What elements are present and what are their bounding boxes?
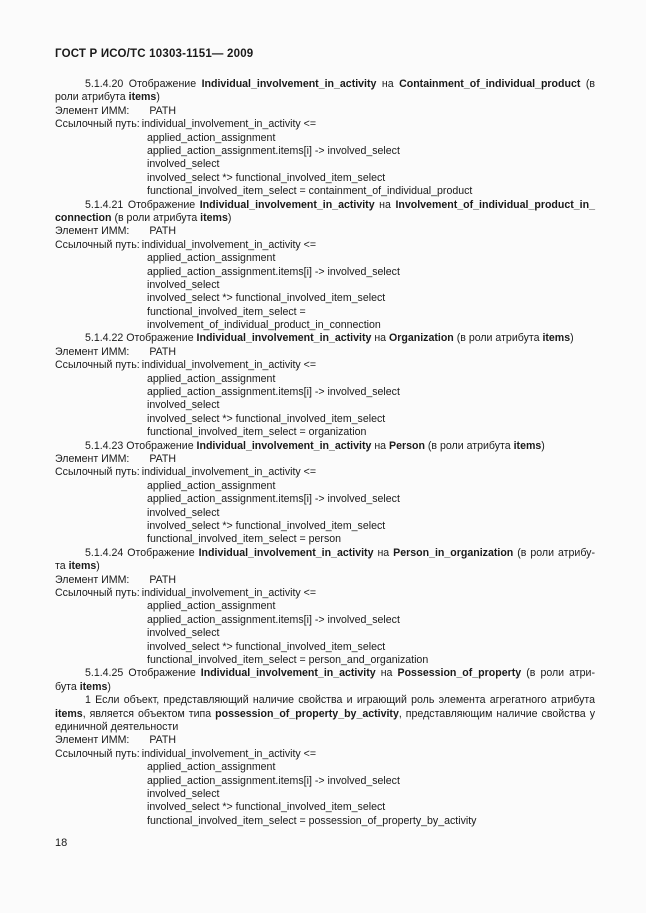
role-attribute: items xyxy=(542,332,571,345)
source-entity: Individual_involvement_in_activity xyxy=(196,439,372,452)
section-heading xyxy=(55,199,595,226)
section-heading xyxy=(55,440,595,453)
target-entity: Organization xyxy=(389,332,454,345)
path-step: applied_action_assignment xyxy=(147,761,276,774)
element-line xyxy=(55,105,595,118)
path-step: applied_action_assignment.items[i] -> involved_select xyxy=(147,386,400,399)
element-value: PATH xyxy=(149,225,177,238)
path-step: involved_select *> functional_involved_item_select xyxy=(147,640,386,653)
note-paragraph xyxy=(55,694,595,734)
path-step: individual_involvement_in_activity <= xyxy=(141,466,317,479)
source-entity: Individual_involvement_in_activity xyxy=(198,546,374,559)
mapping-connector: на xyxy=(371,332,390,345)
role-suffix: ) xyxy=(96,560,100,573)
path-label: Ссылочный путь: xyxy=(55,238,140,251)
path-final-step: functional_involved_item_select = xyxy=(147,305,306,318)
section-number: 5.1.4.21 Отображение xyxy=(85,198,200,211)
path-step: applied_action_assignment.items[i] -> involved_select xyxy=(147,144,400,157)
section-heading xyxy=(55,667,595,694)
path-step: applied_action_assignment xyxy=(147,479,276,492)
element-value: PATH xyxy=(149,345,177,358)
element-label: Элемент ИММ: xyxy=(55,225,130,238)
path-step: applied_action_assignment.items[i] -> involved_select xyxy=(147,613,400,626)
section-heading xyxy=(55,547,595,574)
path-step: applied_action_assignment xyxy=(147,252,276,265)
section-heading xyxy=(55,332,595,345)
element-label: Элемент ИММ: xyxy=(55,104,130,117)
role-attribute: items xyxy=(128,91,157,104)
path-step: involved_select xyxy=(147,506,220,519)
mapping-connector: на xyxy=(373,546,394,559)
path-final-step: functional_involved_item_select = possession_of_property_by_activity xyxy=(147,814,477,827)
mapping-connector: на xyxy=(376,78,400,90)
role-suffix: ) xyxy=(570,332,574,345)
path-line xyxy=(55,118,595,131)
role-suffix: ) xyxy=(227,211,232,224)
role-attribute: items xyxy=(513,439,542,452)
note-text: , является объектом типа xyxy=(82,707,216,720)
element-line xyxy=(55,346,595,359)
path-step: involved_select xyxy=(147,627,220,640)
element-value: PATH xyxy=(149,453,177,466)
section-number: 5.1.4.25 Отображение xyxy=(85,667,201,680)
source-entity: Individual_involvement_in_activity xyxy=(196,332,372,345)
path-step: involved_select *> functional_involved_item_select xyxy=(147,519,386,532)
path-final-step: involvement_of_individual_product_in_connection xyxy=(147,319,381,332)
path-step: involved_select *> functional_involved_item_select xyxy=(147,171,386,184)
path-step: involved_select xyxy=(147,158,220,171)
element-line xyxy=(55,225,595,238)
target-entity: Person xyxy=(389,439,425,452)
path-final-step: functional_involved_item_select = person_and_organization xyxy=(147,653,429,666)
role-prefix: (в роли атрибута xyxy=(424,439,514,452)
role-suffix: ) xyxy=(541,439,545,452)
path-step: involved_select xyxy=(147,399,220,412)
role-attribute: items xyxy=(68,560,97,573)
path-step: applied_action_assignment xyxy=(147,131,276,144)
note-text: 1 Если объект, представляющий наличие свойства и играющий роль элемента агрегатного атрибута xyxy=(85,694,595,707)
section-heading xyxy=(55,78,595,105)
path-step: involved_select *> functional_involved_item_select xyxy=(147,412,386,425)
element-value: PATH xyxy=(149,573,177,586)
role-attribute: items xyxy=(79,680,108,693)
path-label: Ссылочный путь: xyxy=(55,747,140,760)
section-number: 5.1.4.20 Отображение xyxy=(85,78,202,90)
role-suffix: ) xyxy=(107,680,111,693)
path-final-step: functional_involved_item_select = person xyxy=(147,533,342,546)
mapping-connector: на xyxy=(371,439,390,452)
role-prefix: (в роли атрибута xyxy=(111,211,201,224)
section-number: 5.1.4.23 Отображение xyxy=(85,439,197,452)
role-attribute: items xyxy=(200,211,228,224)
source-entity: Individual_involvement_in_activity xyxy=(201,78,377,90)
path-step: applied_action_assignment xyxy=(147,600,276,613)
path-line xyxy=(55,587,595,600)
source-entity: Individual_involvement_in_activity xyxy=(200,667,376,680)
role-suffix: ) xyxy=(156,91,160,104)
path-line xyxy=(55,748,595,761)
path-label: Ссылочный путь: xyxy=(55,359,140,372)
note-text: , представляющим наличие свойства у единичной деятельности xyxy=(55,707,595,733)
element-label: Элемент ИММ: xyxy=(55,345,130,358)
role-prefix: (в роли атри-бута xyxy=(55,667,596,693)
path-step: involved_select xyxy=(147,787,220,800)
target-entity: Involvement_of_individual_product_in_ connection xyxy=(55,198,595,224)
path-step: individual_involvement_in_activity <= xyxy=(141,238,317,251)
section-number: 5.1.4.22 Отображение xyxy=(85,332,197,345)
document-body xyxy=(55,78,595,828)
path-step: applied_action_assignment.items[i] -> involved_select xyxy=(147,493,400,506)
path-line xyxy=(55,466,595,479)
target-entity: Possession_of_property xyxy=(397,667,522,680)
path-step: involved_select *> functional_involved_item_select xyxy=(147,801,386,814)
path-line xyxy=(55,359,595,372)
path-step: applied_action_assignment.items[i] -> involved_select xyxy=(147,774,400,787)
element-label: Элемент ИММ: xyxy=(55,573,130,586)
element-value: PATH xyxy=(149,734,177,747)
note-attribute: items xyxy=(55,707,83,720)
page-number: 18 xyxy=(55,837,68,849)
path-step: individual_involvement_in_activity <= xyxy=(141,359,317,372)
mapping-connector: на xyxy=(375,667,398,680)
role-prefix: (в роли атрибу-та xyxy=(55,546,595,573)
target-entity: Person_in_organization xyxy=(393,546,514,559)
path-step: individual_involvement_in_activity <= xyxy=(141,586,317,599)
path-step: applied_action_assignment xyxy=(147,372,276,385)
path-step: involved_select *> functional_involved_item_select xyxy=(147,292,386,305)
element-line xyxy=(55,734,595,747)
element-label: Элемент ИММ: xyxy=(55,734,130,747)
element-value: PATH xyxy=(149,104,177,117)
element-line xyxy=(55,574,595,587)
path-label: Ссылочный путь: xyxy=(55,118,140,131)
note-entity: possession_of_property_by_activity xyxy=(215,707,399,720)
source-entity: Individual_involvement_in_activity xyxy=(199,198,375,211)
path-step: applied_action_assignment.items[i] -> involved_select xyxy=(147,265,400,278)
path-label: Ссылочный путь: xyxy=(55,466,140,479)
path-label: Ссылочный путь: xyxy=(55,586,140,599)
role-prefix: (в роли атрибута xyxy=(453,332,543,345)
section-number: 5.1.4.24 Отображение xyxy=(85,546,199,559)
target-entity: Containment_of_individual_product xyxy=(399,78,581,90)
path-step: individual_involvement_in_activity <= xyxy=(141,118,317,131)
mapping-connector: на xyxy=(374,198,396,211)
element-label: Элемент ИММ: xyxy=(55,453,130,466)
role-prefix: (в роли атрибута xyxy=(55,78,595,104)
path-step: involved_select xyxy=(147,278,220,291)
document-header: ГОСТ Р ИСО/ТС 10303-1151— 2009 xyxy=(55,48,254,60)
path-step: individual_involvement_in_activity <= xyxy=(141,747,317,760)
path-line xyxy=(55,239,595,252)
path-final-step: functional_involved_item_select = organization xyxy=(147,426,367,439)
path-final-step: functional_involved_item_select = containment_of_individual_product xyxy=(147,185,473,198)
element-line xyxy=(55,453,595,466)
